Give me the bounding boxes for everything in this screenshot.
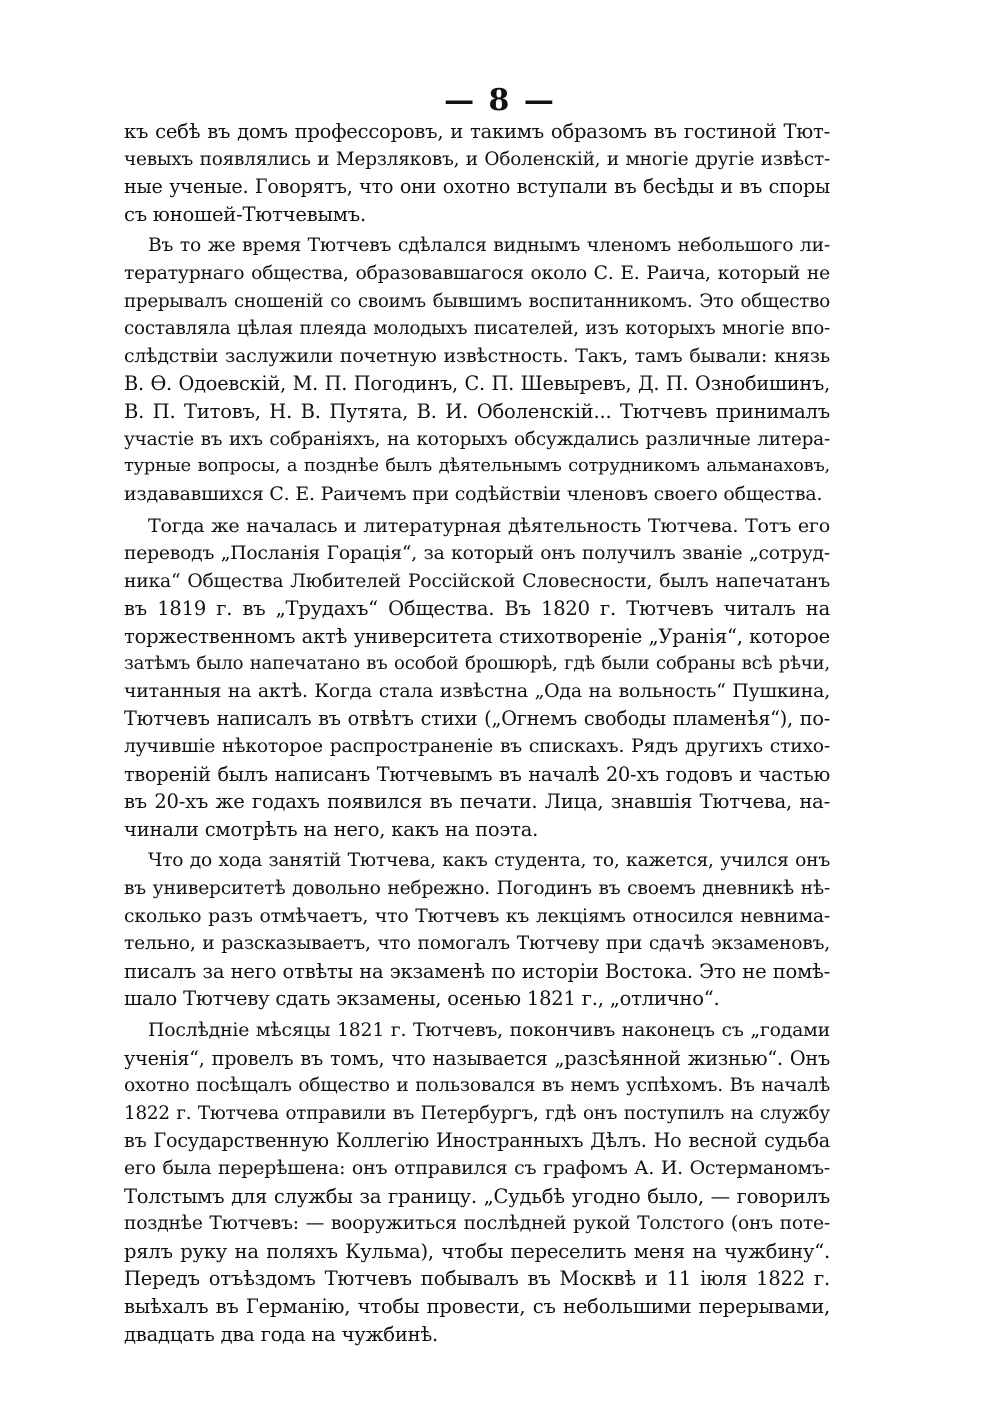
text-line: ные ученые. Говорятъ, что они охотно вступали въ бесѣды и въ споры	[124, 175, 830, 199]
text-line: сколько разъ отмѣчаетъ, что Тютчевъ къ лекціямъ относился невнима-	[124, 905, 830, 927]
text-line: къ себѣ въ домъ профессоровъ, и такимъ образомъ въ гостиной Тют-	[124, 120, 830, 143]
text-line: торжественномъ актѣ университета стихотвореніе „Уранія“, которое	[124, 624, 830, 648]
text-line: рялъ руку на поляхъ Кульма), чтобы переселить меня на чужбину“.	[124, 1239, 830, 1263]
text-line: Толстымъ для службы за границу. „Судьбѣ угодно было, — говорилъ	[124, 1184, 830, 1208]
text-line: ника“ Общества Любителей Россійской Словесности, былъ напечатанъ	[124, 570, 830, 592]
text-line: слѣдствіи заслужили почетную извѣстность. Такъ, тамъ бывали: князь	[124, 344, 830, 367]
text-line: читанныя на актѣ. Когда стала извѣстна „Ода на вольность“ Пушкина,	[124, 679, 830, 702]
text-line: охотно посѣщалъ общество и пользовался въ немъ успѣхомъ. Въ началѣ	[124, 1075, 830, 1097]
text-line: Послѣдніе мѣсяцы 1821 г. Тютчевъ, покончивъ наконецъ съ „годами	[148, 1020, 830, 1041]
text-line: чевыхъ появлялись и Мерзляковъ, и Оболенскій, и многіе другіе извѣст-	[124, 148, 830, 170]
body-text	[124, 118, 830, 1348]
text-line: выѣхалъ въ Германію, чтобы провести, съ небольшими перерывами,	[124, 1294, 830, 1318]
text-line: Что до хода занятій Тютчева, какъ студента, то, кажется, учился онъ	[148, 850, 830, 872]
text-line: прерывалъ сношеній со своимъ бывшимъ воспитанникомъ. Это общество	[124, 290, 830, 312]
text-line: чинали смотрѣть на него, какъ на поэта.	[124, 817, 539, 841]
text-line: Въ то же время Тютчевъ сдѣлался виднымъ членомъ небольшого ли-	[148, 235, 830, 257]
text-line: Тютчевъ написалъ въ отвѣтъ стихи („Огнемъ свободы пламенѣя“), по-	[124, 707, 830, 731]
page-number: — 8 —	[444, 83, 556, 118]
text-line: турные вопросы, а позднѣе былъ дѣятельнымъ сотрудникомъ альманаховъ,	[124, 456, 830, 477]
text-line: писалъ за него отвѣты на экзаменѣ по исторіи Востока. Это не помѣ-	[124, 959, 830, 983]
text-line: затѣмъ было напечатано въ особой брошюрѣ, гдѣ были собраны всѣ рѣчи,	[124, 653, 830, 675]
text-line: ученія“, провелъ въ томъ, что называется „разсѣянной жизнью“. Онъ	[124, 1046, 830, 1070]
text-line: Передъ отъѣздомъ Тютчевъ побывалъ въ Москвѣ и 11 іюля 1822 г.	[124, 1267, 830, 1291]
text-line: шало Тютчеву сдать экзамены, осенью 1821 г., „отлично“.	[124, 987, 720, 1011]
text-line: переводъ „Посланія Горація“, за который онъ получилъ званіе „сотруд-	[124, 542, 830, 564]
text-line: участіе въ ихъ собраніяхъ, на которыхъ обсуждались различные литера-	[124, 428, 830, 450]
text-line: 1822 г. Тютчева отправили въ Петербургъ, гдѣ онъ поступилъ на службу	[124, 1102, 830, 1124]
text-line: съ юношей-Тютчевымъ.	[124, 202, 366, 226]
text-line: твореній былъ написанъ Тютчевымъ въ началѣ 20-хъ годовъ и частью	[124, 762, 830, 786]
text-line: В. П. Титовъ, Н. В. Путята, В. И. Оболенскій... Тютчевъ принималъ	[124, 399, 830, 423]
text-line: позднѣе Тютчевъ: — вооружиться послѣдней рукой Толстого (онъ поте-	[124, 1213, 830, 1235]
text-line: издававшихся С. Е. Раичемъ при содѣйствіи членовъ своего общества.	[124, 482, 823, 505]
text-line: въ 1819 г. въ „Трудахъ“ Общества. Въ 1820 г. Тютчевъ читалъ на	[124, 597, 830, 621]
text-line: тературнаго общества, образовавшагося около С. Е. Раича, который не	[124, 262, 830, 284]
text-line: составляла цѣлая плеяда молодыхъ писателей, изъ которыхъ многіе впо-	[124, 318, 830, 340]
text-line: Тогда же началась и литературная дѣятельность Тютчева. Тотъ его	[148, 514, 830, 538]
text-line: въ Государственную Коллегію Иностранныхъ Дѣлъ. Но весной судьба	[124, 1129, 830, 1153]
text-line: В. Ѳ. Одоевскій, М. П. Погодинъ, С. П. Шевыревъ, Д. П. Ознобишинъ,	[124, 372, 830, 396]
text-line: въ 20-хъ же годахъ появился въ печати. Лица, знавшія Тютчева, на-	[124, 790, 830, 814]
text-line: двадцать два года на чужбинѣ.	[124, 1322, 438, 1346]
text-line: лучившіе нѣкоторое распространеніе въ спискахъ. Рядъ другихъ стихо-	[124, 736, 830, 758]
text-line: въ университетѣ довольно небрежно. Погодинъ въ своемъ дневникѣ нѣ-	[124, 878, 830, 900]
text-line: его была перерѣшена: онъ отправился съ графомъ А. И. Остерманомъ-	[124, 1156, 830, 1179]
text-line: тельно, и разсказываетъ, что помогалъ Тютчеву при сдачѣ экзаменовъ,	[124, 933, 830, 955]
